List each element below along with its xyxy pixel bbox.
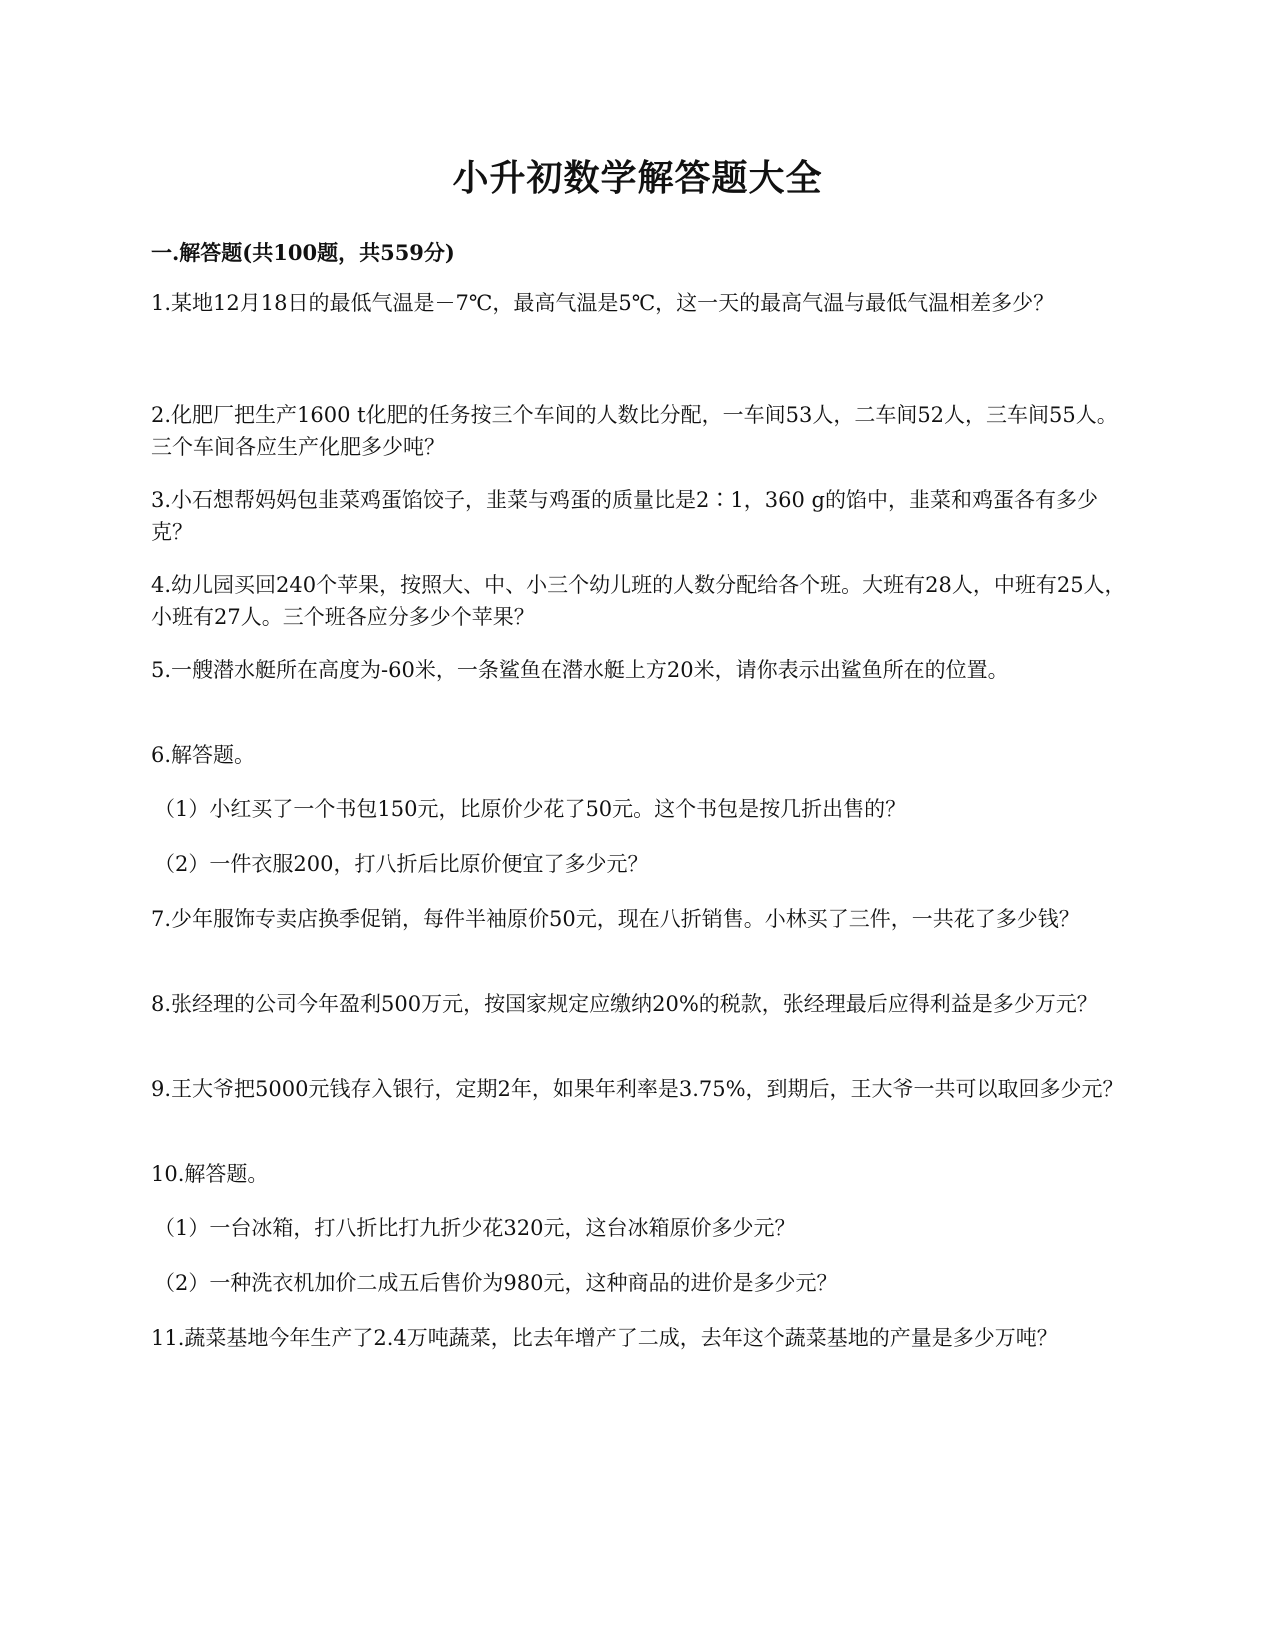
question-10-part-2: （2）一种洗衣机加价二成五后售价为980元，这种商品的进价是多少元？ (154, 1271, 838, 1295)
question-5: 5.一艘潜水艇所在高度为-60米，一条鲨鱼在潜水艇上方20米，请你表示出鲨鱼所在的位置。 (151, 658, 1009, 682)
question-8: 8.张经理的公司今年盈利500万元，按国家规定应缴纳20%的税款，张经理最后应得利益是多少万元？ (151, 992, 1098, 1016)
question-6-part-1: （1）小红买了一个书包150元，比原价少花了50元。这个书包是按几折出售的？ (154, 797, 907, 821)
question-11: 11.蔬菜基地今年生产了2.4万吨蔬菜，比去年增产了二成，去年这个蔬菜基地的产量是多少万吨？ (151, 1326, 1058, 1350)
question-6: 6.解答题。 (151, 743, 256, 767)
question-6-part-2: （2）一件衣服200，打八折后比原价便宜了多少元？ (154, 852, 649, 876)
question-10: 10.解答题。 (151, 1162, 269, 1186)
page-title: 小升初数学解答题大全 (452, 157, 823, 199)
question-7: 7.少年服饰专卖店换季促销，每件半袖原价50元，现在八折销售。小林买了三件，一共花了多少钱？ (151, 907, 1080, 931)
question-3: 3.小石想帮妈妈包韭菜鸡蛋馅饺子，韭菜与鸡蛋的质量比是2∶1，360 g的馅中，韭菜和鸡蛋各有多少克？ (151, 488, 1098, 544)
question-1: 1.某地12月18日的最低气温是－7℃，最高气温是5℃，这一天的最高气温与最低气温相差多少？ (151, 291, 1055, 315)
question-4: 4.幼儿园买回240个苹果，按照大、中、小三个幼儿班的人数分配给各个班。大班有28人，中班有25人，小班有27人。三个班各应分多少个苹果？ (151, 573, 1126, 629)
question-2: 2.化肥厂把生产1600 t化肥的任务按三个车间的人数比分配，一车间53人，二车间52人，三车间55人。三个车间各应生产化肥多少吨？ (151, 403, 1118, 459)
section-heading: 一.解答题(共100题，共559分) (151, 240, 455, 265)
question-10-part-1: （1）一台冰箱，打八折比打九折少花320元，这台冰箱原价多少元？ (154, 1216, 796, 1240)
question-9: 9.王大爷把5000元钱存入银行，定期2年，如果年利率是3.75%，到期后，王大爷一共可以取回多少元？ (151, 1077, 1124, 1101)
